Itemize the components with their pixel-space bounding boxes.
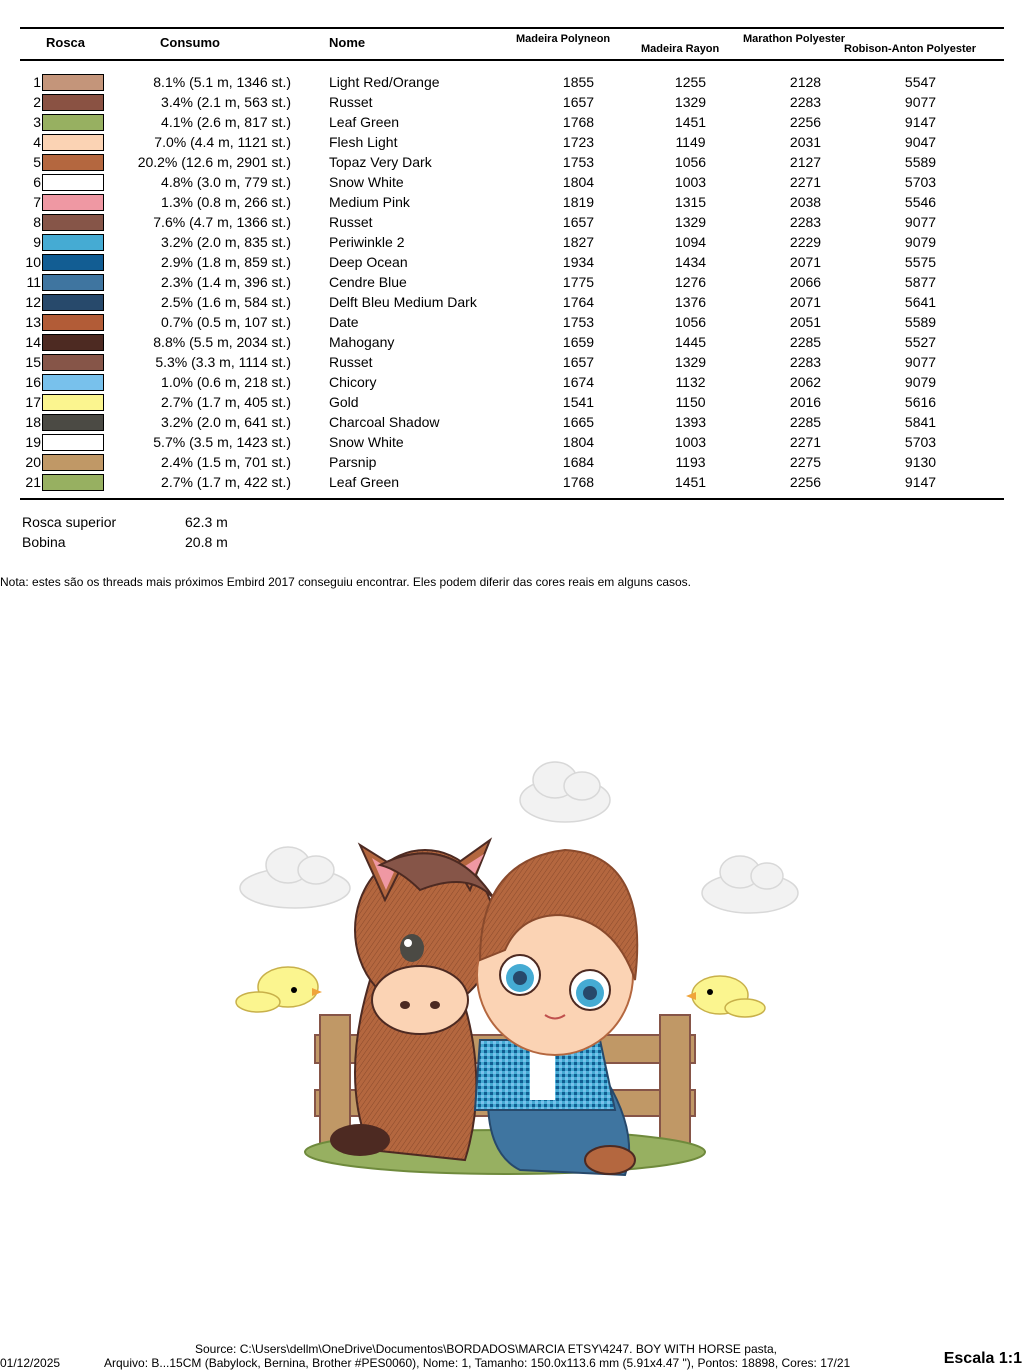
madeira-polyneon-code: 1764 (562, 294, 595, 310)
thread-consumo: 3.4% (2.1 m, 563 st.) (161, 94, 291, 110)
table-row (0, 332, 1024, 352)
madeira-polyneon-code: 1684 (562, 454, 595, 470)
table-row (0, 112, 1024, 132)
footer-scale: Escala 1:1 (943, 1350, 1022, 1367)
table-row (0, 72, 1024, 92)
header-madeira-polyneon: Madeira Polyneon (516, 33, 611, 45)
robison-anton-code: 5527 (904, 334, 937, 350)
thread-number: 7 (33, 194, 41, 210)
color-swatch (42, 134, 104, 151)
bobina-value: 20.8 m (185, 534, 228, 550)
robison-anton-code: 5616 (904, 394, 937, 410)
table-row (0, 152, 1024, 172)
robison-anton-code: 5841 (904, 414, 937, 430)
header-bottom-rule (20, 59, 1004, 61)
cloud-left (240, 847, 350, 908)
robison-anton-code: 9079 (904, 374, 937, 390)
madeira-polyneon-code: 1855 (562, 74, 595, 90)
table-row (0, 412, 1024, 432)
robison-anton-code: 5703 (904, 434, 937, 450)
thread-number: 19 (25, 434, 41, 450)
table-row (0, 452, 1024, 472)
marathon-code: 2256 (789, 474, 822, 490)
table-row (0, 132, 1024, 152)
thread-consumo: 0.7% (0.5 m, 107 st.) (161, 314, 291, 330)
thread-number: 16 (25, 374, 41, 390)
robison-anton-code: 9047 (904, 134, 937, 150)
color-swatch (42, 254, 104, 271)
thread-number: 2 (33, 94, 41, 110)
madeira-polyneon-code: 1659 (562, 334, 595, 350)
thread-number: 17 (25, 394, 41, 410)
rosca-superior-label: Rosca superior (22, 514, 117, 530)
marathon-code: 2038 (789, 194, 822, 210)
bobina-label: Bobina (22, 534, 66, 550)
marathon-code: 2051 (789, 314, 822, 330)
marathon-code: 2071 (789, 294, 822, 310)
robison-anton-code: 5589 (904, 154, 937, 170)
color-swatch (42, 454, 104, 471)
footer-file-info: Arquivo: B...15CM (Babylock, Bernina, Brother #PES0060), Nome: 1, Tamanho: 150.0x113.6 mm (5.91x4.47 "), Pontos: 18898, Cores: 17/21 (104, 1356, 851, 1370)
thread-consumo: 2.7% (1.7 m, 405 st.) (161, 394, 291, 410)
thread-consumo: 5.7% (3.5 m, 1423 st.) (153, 434, 291, 450)
thread-number: 18 (25, 414, 41, 430)
color-swatch (42, 434, 104, 451)
robison-anton-code: 5641 (904, 294, 937, 310)
thread-name: Light Red/Orange (329, 74, 440, 90)
color-swatch (42, 194, 104, 211)
table-row (0, 372, 1024, 392)
table-row (0, 272, 1024, 292)
madeira-rayon-code: 1315 (674, 194, 707, 210)
madeira-rayon-code: 1003 (674, 174, 707, 190)
thread-name: Medium Pink (329, 194, 410, 210)
color-swatch (42, 114, 104, 131)
marathon-code: 2016 (789, 394, 822, 410)
thread-number: 12 (25, 294, 41, 310)
header-consumo: Consumo (160, 35, 220, 50)
cloud-top (520, 762, 610, 822)
color-swatch (42, 94, 104, 111)
header-rosca: Rosca (46, 35, 86, 50)
madeira-polyneon-code: 1753 (562, 314, 595, 330)
footer-source: Source: C:\Users\dellm\OneDrive\Documentos\BORDADOS\MARCIA ETSY\4247. BOY WITH HORSE pasta, (195, 1342, 777, 1356)
madeira-rayon-code: 1149 (675, 134, 706, 150)
marathon-code: 2283 (789, 214, 822, 230)
madeira-polyneon-code: 1804 (562, 434, 595, 450)
robison-anton-code: 5703 (904, 174, 937, 190)
thread-name: Leaf Green (329, 114, 400, 130)
thread-name: Periwinkle 2 (329, 234, 405, 250)
madeira-polyneon-code: 1768 (562, 474, 595, 490)
robison-anton-code: 9147 (904, 114, 937, 130)
thread-consumo: 8.1% (5.1 m, 1346 st.) (153, 74, 291, 90)
thread-consumo: 2.9% (1.8 m, 859 st.) (161, 254, 291, 270)
marathon-code: 2031 (789, 134, 822, 150)
thread-consumo: 2.7% (1.7 m, 422 st.) (161, 474, 291, 490)
madeira-rayon-code: 1434 (674, 254, 707, 270)
madeira-rayon-code: 1056 (674, 154, 707, 170)
thread-name: Russet (329, 354, 373, 370)
thread-number: 3 (33, 114, 41, 130)
marathon-code: 2271 (789, 174, 822, 190)
thread-number: 9 (33, 234, 41, 250)
marathon-code: 2128 (789, 74, 822, 90)
marathon-code: 2127 (789, 154, 822, 170)
madeira-polyneon-code: 1665 (562, 414, 595, 430)
thread-name: Russet (329, 94, 373, 110)
thread-name: Deep Ocean (329, 254, 408, 270)
table-row (0, 192, 1024, 212)
madeira-rayon-code: 1003 (674, 434, 707, 450)
thread-name: Mahogany (329, 334, 395, 350)
thread-number: 21 (25, 474, 41, 490)
thread-number: 14 (25, 334, 41, 350)
thread-consumo: 20.2% (12.6 m, 2901 st.) (137, 154, 291, 170)
madeira-rayon-code: 1445 (674, 334, 707, 350)
thread-name: Flesh Light (329, 134, 398, 150)
robison-anton-code: 9077 (904, 214, 937, 230)
color-swatch (42, 474, 104, 491)
thread-consumo: 3.2% (2.0 m, 641 st.) (161, 414, 291, 430)
rosca-superior-value: 62.3 m (185, 514, 228, 530)
color-swatch (42, 314, 104, 331)
table-row (0, 212, 1024, 232)
marathon-code: 2283 (789, 354, 822, 370)
table-top-rule (20, 27, 1004, 29)
thread-number: 6 (33, 174, 41, 190)
table-row (0, 252, 1024, 272)
thread-consumo: 2.4% (1.5 m, 701 st.) (161, 454, 291, 470)
thread-consumo: 1.0% (0.6 m, 218 st.) (161, 374, 291, 390)
madeira-polyneon-code: 1775 (562, 274, 595, 290)
color-swatch (42, 174, 104, 191)
embroidery-preview (220, 750, 820, 1190)
marathon-code: 2071 (789, 254, 822, 270)
color-swatch (42, 394, 104, 411)
thread-consumo: 2.3% (1.4 m, 396 st.) (161, 274, 291, 290)
madeira-rayon-code: 1150 (675, 394, 706, 410)
thread-consumo: 3.2% (2.0 m, 835 st.) (161, 234, 291, 250)
table-row (0, 472, 1024, 492)
thread-consumo: 5.3% (3.3 m, 1114 st.) (155, 354, 291, 370)
thread-name: Russet (329, 214, 373, 230)
madeira-rayon-code: 1329 (674, 354, 707, 370)
thread-name: Date (329, 314, 359, 330)
madeira-polyneon-code: 1827 (562, 234, 595, 250)
madeira-polyneon-code: 1768 (562, 114, 595, 130)
header-nome: Nome (329, 35, 366, 50)
thread-consumo: 8.8% (5.5 m, 2034 st.) (153, 334, 291, 350)
madeira-rayon-code: 1393 (674, 414, 707, 430)
madeira-polyneon-code: 1723 (562, 134, 595, 150)
madeira-polyneon-code: 1657 (562, 214, 595, 230)
madeira-rayon-code: 1276 (674, 274, 707, 290)
thread-number: 10 (25, 254, 41, 270)
madeira-polyneon-code: 1934 (562, 254, 595, 270)
marathon-code: 2256 (789, 114, 822, 130)
thread-name: Charcoal Shadow (329, 414, 440, 430)
thread-name: Topaz Very Dark (329, 154, 432, 170)
robison-anton-code: 9147 (904, 474, 937, 490)
marathon-code: 2283 (789, 94, 822, 110)
thread-consumo: 7.0% (4.4 m, 1121 st.) (154, 134, 291, 150)
robison-anton-code: 5546 (904, 194, 937, 210)
thread-number: 11 (26, 274, 41, 290)
header-marathon-polyester: Marathon Polyester (743, 33, 846, 45)
table-row (0, 392, 1024, 412)
madeira-rayon-code: 1376 (674, 294, 707, 310)
thread-consumo: 7.6% (4.7 m, 1366 st.) (153, 214, 291, 230)
madeira-rayon-code: 1451 (674, 474, 707, 490)
marathon-code: 2285 (789, 334, 822, 350)
robison-anton-code: 9130 (904, 454, 937, 470)
robison-anton-code: 9079 (904, 234, 937, 250)
madeira-polyneon-code: 1804 (562, 174, 595, 190)
thread-note: Nota: estes são os threads mais próximos Embird 2017 conseguiu encontrar. Eles podem diferir das cores reais em alguns casos. (0, 575, 692, 589)
thread-name: Snow White (329, 434, 404, 450)
madeira-rayon-code: 1255 (674, 74, 707, 90)
thread-number: 15 (25, 354, 41, 370)
header-robison-anton: Robison-Anton Polyester (844, 43, 977, 55)
table-row (0, 312, 1024, 332)
madeira-polyneon-code: 1657 (562, 354, 595, 370)
marathon-code: 2066 (789, 274, 822, 290)
madeira-polyneon-code: 1541 (562, 394, 595, 410)
table-row (0, 352, 1024, 372)
thread-table (0, 72, 1024, 492)
color-swatch (42, 354, 104, 371)
robison-anton-code: 9077 (904, 354, 937, 370)
table-bottom-rule (20, 498, 1004, 500)
marathon-code: 2062 (789, 374, 822, 390)
madeira-rayon-code: 1094 (674, 234, 707, 250)
robison-anton-code: 5575 (904, 254, 937, 270)
marathon-code: 2285 (789, 414, 822, 430)
madeira-rayon-code: 1056 (674, 314, 707, 330)
marathon-code: 2229 (789, 234, 822, 250)
madeira-polyneon-code: 1753 (562, 154, 595, 170)
color-swatch (42, 334, 104, 351)
thread-name: Snow White (329, 174, 404, 190)
bird-left (236, 967, 322, 1012)
color-swatch (42, 274, 104, 291)
header-madeira-rayon: Madeira Rayon (641, 43, 720, 55)
thread-number: 4 (33, 134, 41, 150)
table-row (0, 432, 1024, 452)
robison-anton-code: 5589 (904, 314, 937, 330)
color-swatch (42, 154, 104, 171)
thread-number: 13 (25, 314, 41, 330)
color-swatch (42, 214, 104, 231)
table-row (0, 92, 1024, 112)
thread-number: 20 (25, 454, 41, 470)
thread-name: Leaf Green (329, 474, 400, 490)
thread-consumo: 2.5% (1.6 m, 584 st.) (161, 294, 291, 310)
cloud-right (702, 856, 798, 913)
color-swatch (42, 74, 104, 91)
bird-right (686, 976, 765, 1017)
thread-number: 1 (33, 74, 41, 90)
thread-name: Gold (329, 394, 359, 410)
thread-number: 5 (33, 154, 41, 170)
thread-name: Cendre Blue (329, 274, 407, 290)
madeira-rayon-code: 1132 (675, 374, 706, 390)
robison-anton-code: 9077 (904, 94, 937, 110)
marathon-code: 2275 (789, 454, 822, 470)
thread-name: Chicory (329, 374, 377, 390)
thread-name: Delft Bleu Medium Dark (329, 294, 477, 310)
thread-consumo: 1.3% (0.8 m, 266 st.) (161, 194, 291, 210)
thread-consumo: 4.1% (2.6 m, 817 st.) (161, 114, 291, 130)
madeira-rayon-code: 1329 (674, 94, 707, 110)
footer-date: 01/12/2025 (0, 1356, 61, 1370)
thread-number: 8 (33, 214, 41, 230)
robison-anton-code: 5877 (904, 274, 937, 290)
color-swatch (42, 414, 104, 431)
thread-name: Parsnip (329, 454, 377, 470)
marathon-code: 2271 (789, 434, 822, 450)
thread-consumo: 4.8% (3.0 m, 779 st.) (161, 174, 291, 190)
madeira-rayon-code: 1193 (675, 454, 706, 470)
madeira-polyneon-code: 1819 (562, 194, 595, 210)
madeira-polyneon-code: 1674 (562, 374, 595, 390)
table-row (0, 292, 1024, 312)
table-row (0, 172, 1024, 192)
boy (475, 850, 637, 1175)
color-swatch (42, 234, 104, 251)
color-swatch (42, 374, 104, 391)
color-swatch (42, 294, 104, 311)
table-row (0, 232, 1024, 252)
robison-anton-code: 5547 (904, 74, 937, 90)
madeira-polyneon-code: 1657 (562, 94, 595, 110)
madeira-rayon-code: 1451 (674, 114, 707, 130)
madeira-rayon-code: 1329 (674, 214, 707, 230)
